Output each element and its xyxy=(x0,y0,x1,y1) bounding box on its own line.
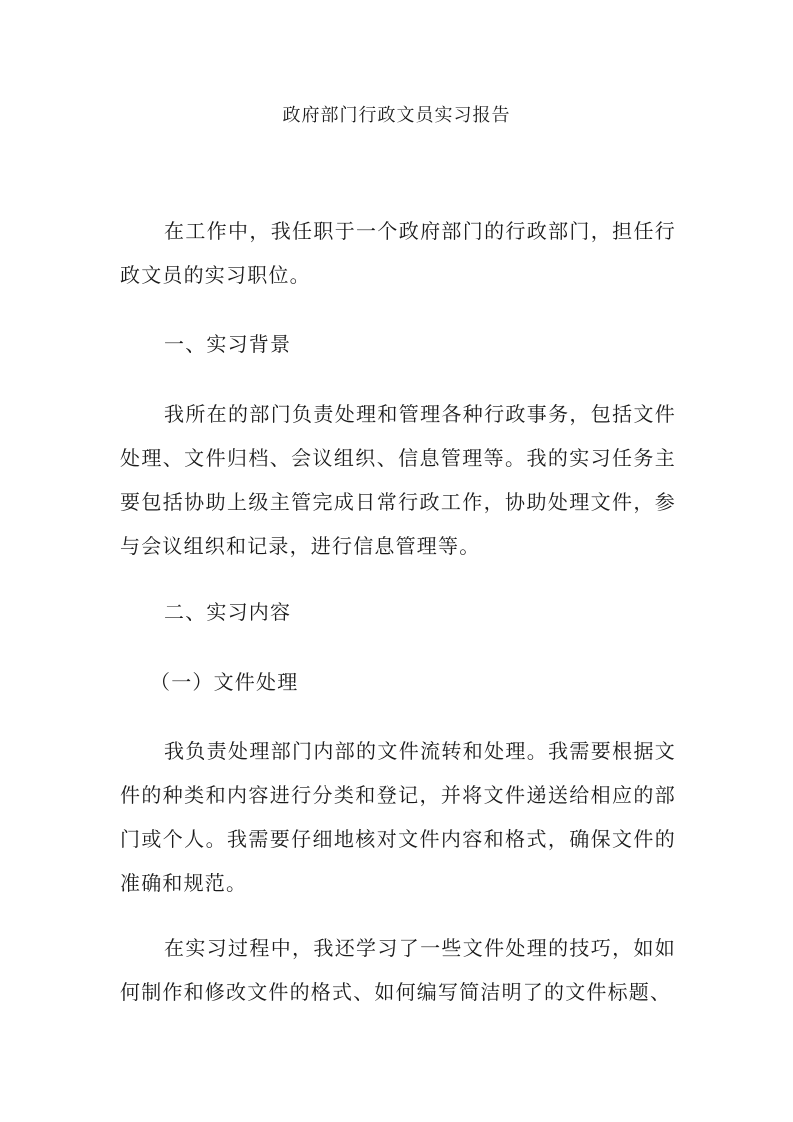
section-body-background: 我所在的部门负责处理和管理各种行政事务，包括文件处理、文件归档、会议组织、信息管理等。我的实习任务主要包括协助上级主管完成日常行政工作，协助处理文件，参与会议组织和记录，进行信息管理等。 xyxy=(120,402,676,558)
section-heading-background: 一、实习背景 xyxy=(164,332,292,356)
subsection-body-file-processing-2: 在实习过程中，我还学习了一些文件处理的技巧，如如何制作和修改文件的格式、如何编写简洁明了的文件标题、 xyxy=(120,936,676,1004)
section-heading-content: 二、实习内容 xyxy=(164,600,292,624)
subsection-heading-file-processing: （一）文件处理 xyxy=(150,670,299,694)
intro-paragraph: 在工作中，我任职于一个政府部门的行政部门，担任行政文员的实习职位。 xyxy=(120,219,676,287)
subsection-body-file-processing: 我负责处理部门内部的文件流转和处理。我需要根据文件的种类和内容进行分类和登记，并将文件递送给相应的部门或个人。我需要仔细地核对文件内容和格式，确保文件的准确和规范。 xyxy=(120,739,676,895)
document-title: 政府部门行政文员实习报告 xyxy=(282,105,511,126)
